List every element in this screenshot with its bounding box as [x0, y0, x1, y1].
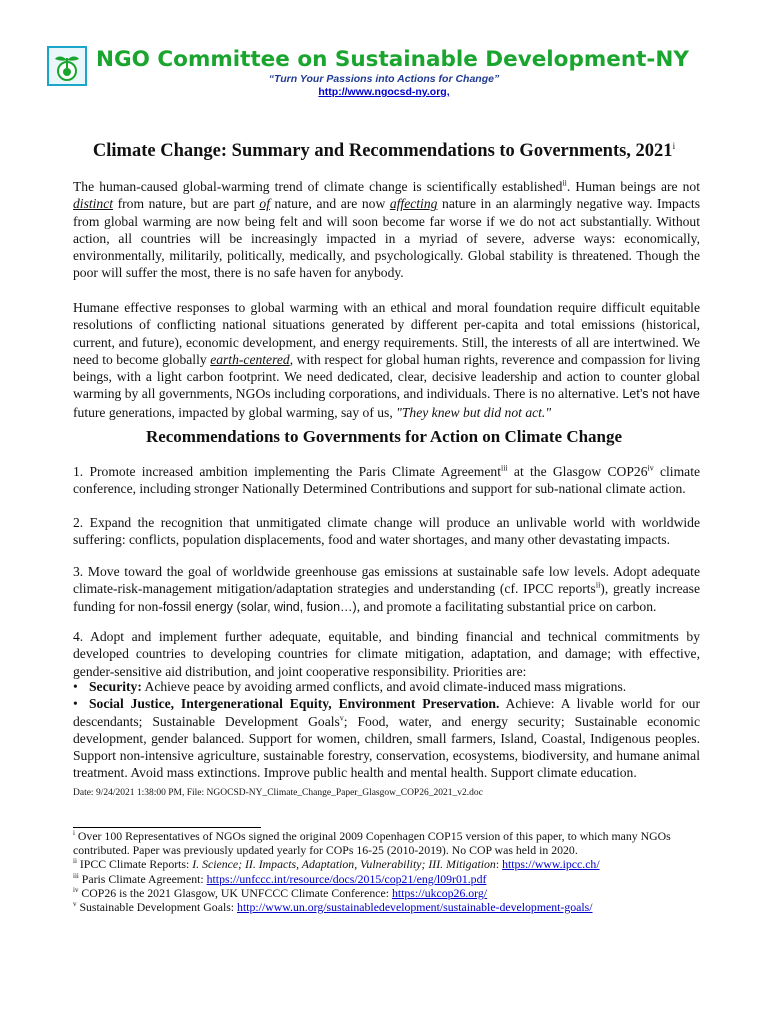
section-title: Recommendations to Governments for Action on Climate Change: [145, 427, 623, 446]
emphasis-earth-centered: earth-centered: [210, 351, 290, 367]
recommendation-4: 4. Adopt and implement further adequate, equitable, and binding financial and technical commitments by developed countries to developing countries for climate mitigation, adaptation, and damage; with effective, gender-sensitive aid distribution, and joint cooperative responsibility. Priorities are:: [73, 629, 700, 679]
footnote-ref[interactable]: i: [672, 140, 676, 151]
date-line: Date: 9/24/2021 1:38:00 PM, File: NGOCSD-NY_Climate_Change_Paper_Glasgow_COP26_2021_v2.doc: [73, 788, 483, 798]
document-title: [0, 141, 768, 162]
list-item: • Social Justice, Intergenerational Equity, Environment Preservation. Achieve: A livable world for our descendants; Sustainable Development Goals$^v$; Food, water, and energy security; Sustainable economic development, gender balanced. Support for women, children, small farmers, Island, Coastal, Indigenous peoples. Support non-intensive agriculture, sustainable forestry, conservation, ecosystems, biodiversity, and humane animal treatment. Avoid mass extinctions. Improve public health and mental health. Support climate education.: [73, 696, 700, 781]
footnote-divider: [73, 827, 261, 828]
quote: "They knew but did not act.": [396, 404, 552, 420]
website-link[interactable]: http://www.ngocsd-ny.org,: [318, 86, 450, 98]
sdg-link[interactable]: http://www.un.org/sustainabledevelopment/sustainable-development-goals/: [237, 900, 593, 915]
cop26-link[interactable]: https://ukcop26.org/: [391, 885, 488, 900]
tagline: “Turn Your Passions into Actions for Change”: [268, 73, 500, 85]
emphasis-affecting: affecting: [389, 196, 438, 212]
footnote-item: $^{iv}$ COP26 is the 2021 Glasgow, UK UNFCCC Climate Conference: https://ukcop26.org/: [73, 885, 488, 900]
ipcc-link[interactable]: https://www.ipcc.ch/: [502, 857, 600, 872]
recommendation-3: 3. Move toward the goal of worldwide greenhouse gas emissions at sustainable safe low levels. Adopt adequate climate-risk-management mitigation/adaptation strategies and understanding (cf. IPCC reports$^{ii}$), greatly increase funding for non-fossil energy (solar, wind, fusion…), and promote a facilitating substantial price on carbon.: [73, 564, 700, 614]
list-item: • Security: Achieve peace by avoiding armed conflicts, and avoid climate-induced mass migrations.: [73, 679, 627, 694]
footnote-ref[interactable]: ii: [562, 178, 567, 188]
paris-agreement-link[interactable]: https://unfccc.int/resource/docs/2015/cop21/eng/l09r01.pdf: [206, 871, 487, 886]
bullet-label: Security:: [89, 679, 142, 694]
emphasis-of: of: [259, 196, 270, 212]
emphasis-distinct: distinct: [73, 196, 114, 212]
priority-list: [73, 678, 700, 782]
document-title-text: Climate Change: Summary and Recommendations to Governments, 2021: [92, 141, 673, 161]
recommendation-1: 1. Promote increased ambition implementing the Paris Climate Agreement$^{iii}$ at the Glasgow COP26$^{iv}$ climate conference, including stronger Nationally Determined Contributions and support for sub-national climate action.: [73, 463, 701, 497]
footnote-item: $^{ii}$ IPCC Climate Reports: I. Science; II. Impacts, Adaptation, Vulnerability; III. Mitigation: https://www.ipcc.ch/: [73, 857, 600, 872]
footnote-ref[interactable]: iii: [500, 463, 508, 473]
recommendation-2: 2. Expand the recognition that unmitigated climate change will produce an unlivable world with worldwide suffering: conflicts, population displacements, food and water shortages, and many other devastating impacts.: [73, 515, 700, 548]
footnote-item: $^{iii}$ Paris Climate Agreement: https://unfccc.int/resource/docs/2015/cop21/eng/l09r01.pdf: [73, 871, 487, 886]
footnote-item: $^v$ Sustainable Development Goals: http://www.un.org/sustainabledevelopment/sustainable-development-goals/: [73, 900, 593, 915]
footnotes: [73, 829, 713, 914]
footnote-ref[interactable]: v: [339, 713, 344, 723]
intro-paragraph-1: The human-caused global-warming trend of climate change is scientifically established$^{ii}$. Human beings are not distinct from nature, but are part of nature, and are now affecting nature in an alarmingly negative way. Impacts from global warming are now being felt and will soon become far worse if we do not act substantially. Without action, all countries will be increasingly impacted in a myriad of severe, adverse ways: economically, environmentally, militarily, politically, medically, and psychologically. Global stability is threatened. Though the poor will suffer the most, there is no safe haven for anybody.: [73, 178, 701, 281]
bullet-label: Social Justice, Intergenerational Equity, Environment Preservation.: [89, 696, 500, 712]
org-title: NGO Committee on Sustainable Development-NY: [96, 47, 689, 72]
intro-paragraph-2: Humane effective responses to global warming with an ethical and moral foundation require difficult equitable resolutions of conflicting national situations generated by different per-capita and total emissions (historical, current, and future), economic development, and energy requirements. Still, the interests of all are intertwined. We need to become globally earth-centered, with respect for global human rights, reverence and compassion for living beings, with a light carbon footprint. We need dedicated, clear, decisive leadership and action to counter global warming by all governments, NGOs including corporations, and individuals. There is no alternative. Let’s not have future generations, impacted by global warming, say of us, "They knew but did not act.": [73, 300, 701, 420]
footnote-ref[interactable]: iv: [647, 463, 654, 473]
footnote-ref[interactable]: ii: [595, 580, 601, 590]
footnote-item: $^i$ Over 100 Representatives of NGOs signed the original 2009 Copenhagen COP15 version of this paper, to which many NGOs contributed. Paper was previously updated yearly for COPs 16-25 (2010-2019). No COP was held in 2020.: [73, 829, 671, 858]
